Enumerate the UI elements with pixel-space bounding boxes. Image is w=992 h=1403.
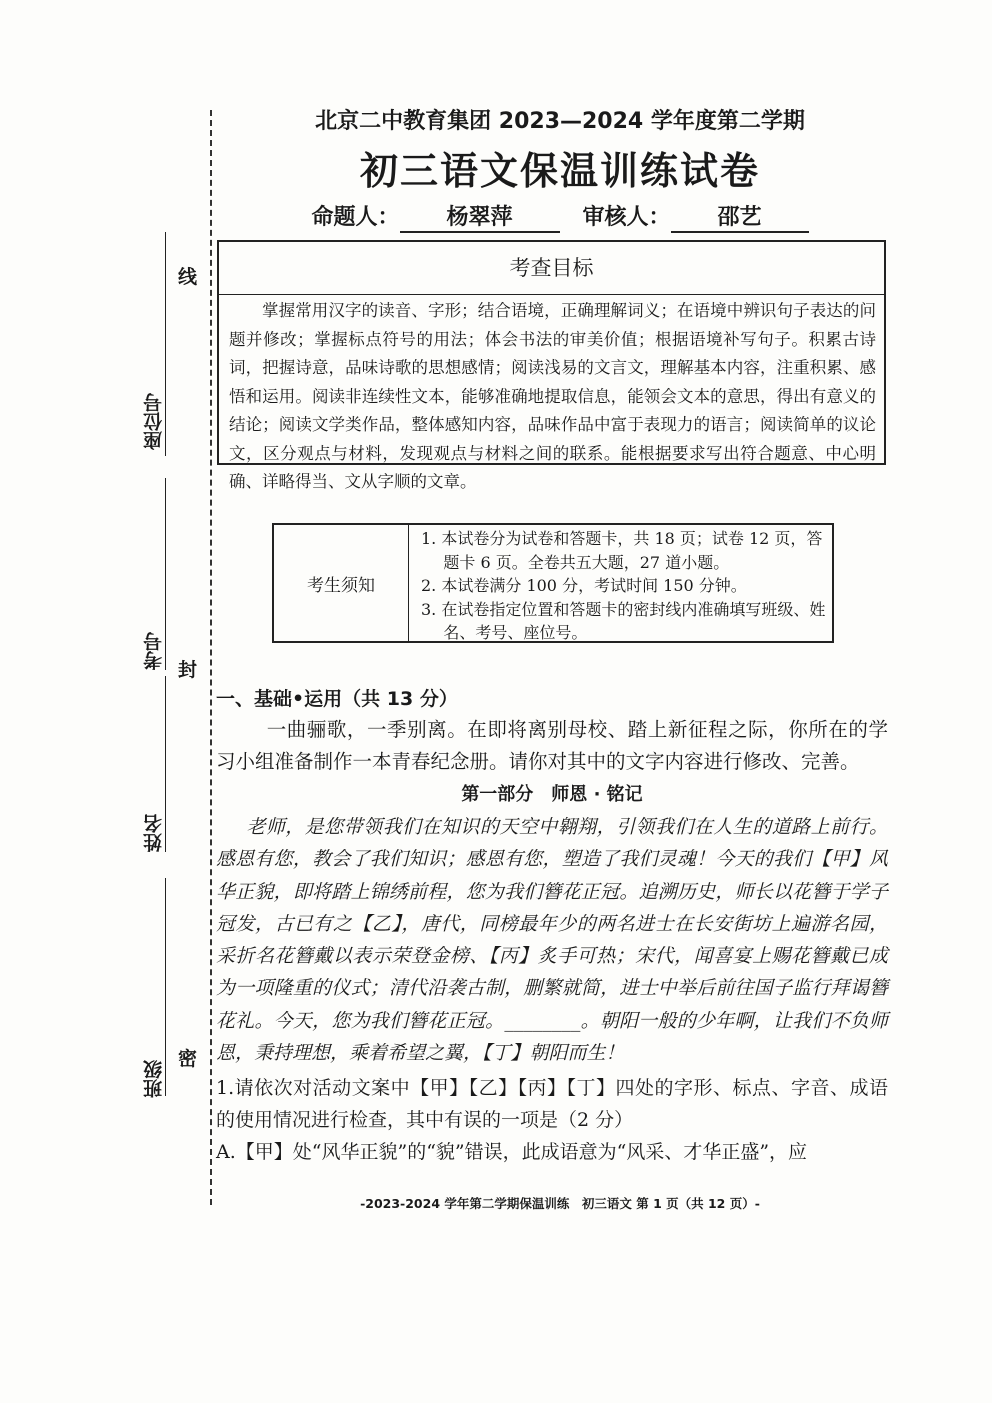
section-heading: 一、基础•运用（共 13 分） xyxy=(216,688,458,710)
school-term-line: 北京二中教育集团 2023—2024 学年度第二学期 xyxy=(315,109,805,134)
question-1-option-a: A.【甲】处“风华正貌”的“貌”错误，此成语意为“风采、才华正盛”，应 xyxy=(216,1141,808,1163)
question-1 xyxy=(216,1072,888,1168)
part-title: 第一部分 师恩 · 铭记 xyxy=(461,784,643,805)
class-field-line[interactable] xyxy=(165,878,166,1096)
notice-items xyxy=(409,525,832,641)
setter-label: 命题人： xyxy=(311,205,400,230)
seal-char-xian: 线 xyxy=(178,266,198,288)
reviewer-label: 审核人： xyxy=(582,205,671,230)
exam-number-field-line[interactable] xyxy=(165,478,166,670)
question-1-stem: 1.请依次对活动文案中【甲】【乙】【丙】【丁】四处的字形、标点、字音、成语的使用情况进行检查，其中有误的一项是（2 分） xyxy=(216,1077,888,1131)
objectives-text: 掌握常用汉字的读音、字形；结合语境，正确理解词义；在语境中辨识句子表达的问题并修改；掌握标点符号的用法；体会书法的审美价值；根据语境补写句子。积累古诗词，把握诗意，品味诗歌的思想感情；阅读浅易的文言文，理解基本内容，注重积累、感悟和运用。阅读非连续性文本，能够准确地提取信息，能领会文本的意思，得出有意义的结论；阅读文学类作品，整体感知内容，品味作品中富于表现力的语言；阅读简单的议论文，区分观点与材料，发现观点与材料之间的联系。能根据要求写出符合题意、中心明确、详略得当、文从字顺的文章。 xyxy=(229,301,876,491)
seat-number-label: 座位号 xyxy=(143,393,165,450)
objectives-box xyxy=(217,240,886,491)
notice-item: 3. 在试卷指定位置和答题卡的密封线内准确填写班级、姓名、考号、座位号。 xyxy=(421,599,826,642)
seat-number-field-line[interactable] xyxy=(165,232,166,456)
setter-name: 杨翠萍 xyxy=(400,200,560,233)
reviewer-name: 邵艺 xyxy=(671,200,809,233)
name-field-line[interactable] xyxy=(165,676,166,852)
reading-passage: 老师，是您带领我们在知识的天空中翱翔，引领我们在人生的道路上前行。感恩有您，教会了我们知识；感恩有您，塑造了我们灵魂！今天的我们【甲】风华正貌，即将踏上锦绣前程，您为我们簪花正冠。追溯历史，师长以花簪于学子冠发，古已有之【乙】，唐代，同榜最年少的两名进士在长安街坊上遍游名园，采折名花簪戴以表示荣登金榜、【丙】炙手可热；宋代，闻喜宴上赐花簪戴已成为一项隆重的仪式；清代沿袭古制，删繁就简，进士中举后前往国子监行拜谒簪花礼。今天，您为我们簪花正冠。________。朝阳一般的少年啊，让我们不负师恩，秉持理想，乘着希望之翼，【丁】朝阳而生！ xyxy=(216,816,888,1065)
seal-char-mi: 密 xyxy=(178,1048,198,1070)
author-line xyxy=(215,200,905,233)
page-footer: -2023-2024 学年第二学期保温训练 初三语文 第 1 页（共 12 页）- xyxy=(360,1196,760,1211)
candidate-notice-box xyxy=(272,523,834,643)
notice-item: 2. 本试卷满分 100 分，考试时间 150 分钟。 xyxy=(421,576,747,595)
binding-dashed-line xyxy=(210,110,212,1205)
class-label: 班级 xyxy=(143,1060,165,1098)
name-label: 姓名 xyxy=(143,814,165,852)
objectives-heading: 考查目标 xyxy=(219,242,884,295)
exam-number-label: 考号 xyxy=(143,632,165,670)
section-intro: 一曲骊歌，一季别离。在即将离别母校、踏上新征程之际，你所在的学习小组准备制作一本青春纪念册。请你对其中的文字内容进行修改、完善。 xyxy=(216,718,888,773)
notice-item: 1. 本试卷分为试卷和答题卡，共 18 页；试卷 12 页，答题卡 6 页。全卷共五大题，27 道小题。 xyxy=(421,529,823,572)
seal-char-feng: 封 xyxy=(178,659,198,681)
exam-title: 初三语文保温训练试卷 xyxy=(359,149,760,193)
notice-label: 考生须知 xyxy=(274,525,409,641)
